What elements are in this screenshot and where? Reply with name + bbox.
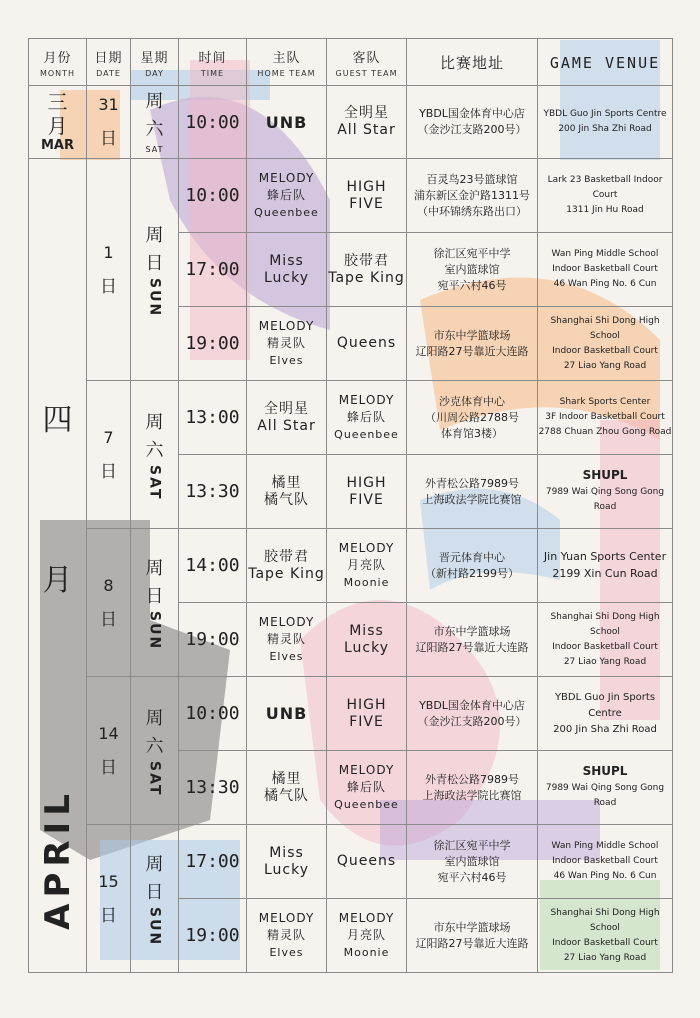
guest-team-line: All Star bbox=[337, 122, 396, 138]
guest-team-cell bbox=[327, 159, 407, 233]
header-address bbox=[407, 39, 538, 86]
address-line: 上海政法学院比赛馆 bbox=[422, 492, 522, 506]
day-en: SUN bbox=[146, 906, 163, 947]
header-address-cn: 比赛地址 bbox=[439, 53, 504, 72]
home-team-cell bbox=[247, 677, 327, 751]
guest-team-line: 胶带君 bbox=[344, 252, 389, 269]
table-row bbox=[29, 381, 673, 455]
venue-cell bbox=[538, 233, 673, 307]
day-cn-1: 周 bbox=[145, 557, 164, 579]
guest-team-line: Miss bbox=[349, 622, 384, 639]
time-cell: 17:00 bbox=[179, 825, 247, 899]
home-team-line: MELODY bbox=[258, 171, 315, 185]
guest-team-cell bbox=[327, 86, 407, 159]
guest-team-line: 全明星 bbox=[344, 105, 389, 121]
venue-line: Shanghai Shi Dong High School bbox=[550, 315, 660, 341]
day-en: SAT bbox=[145, 145, 164, 154]
home-team-line: 精灵队 bbox=[266, 632, 306, 646]
venue-line: 27 Liao Yang Road bbox=[563, 360, 647, 371]
home-team-line: MELODY bbox=[258, 615, 315, 629]
address-line: 辽阳路27号靠近大连路 bbox=[415, 936, 529, 950]
header-guest-en: GUEST TEAM bbox=[335, 68, 398, 78]
guest-team-line: HIGH bbox=[346, 696, 387, 713]
time-cell: 10:00 bbox=[179, 159, 247, 233]
date-suffix: 日 bbox=[100, 129, 117, 149]
home-team-line: 橘里 bbox=[271, 770, 302, 787]
home-team-cell bbox=[247, 86, 327, 159]
address-cell bbox=[407, 233, 538, 307]
home-team-cell bbox=[247, 529, 327, 603]
header-date-en: DATE bbox=[96, 68, 121, 78]
header-month-en: MONTH bbox=[39, 68, 76, 78]
schedule-table bbox=[28, 38, 673, 973]
venue-line: Shark Sports Center bbox=[559, 397, 651, 407]
guest-team-cell bbox=[327, 529, 407, 603]
address-line: 浦东新区金沪路1311号 bbox=[414, 188, 530, 202]
home-team-line: 蜂后队 bbox=[266, 188, 306, 202]
guest-team-line: 月亮队 bbox=[346, 928, 386, 942]
header-time bbox=[179, 39, 247, 86]
home-team-line: Elves bbox=[269, 354, 304, 367]
address-line: 市东中学篮球场 bbox=[433, 624, 511, 638]
address-line: （新村路2199号） bbox=[425, 566, 519, 580]
address-line: 体育馆3楼） bbox=[441, 426, 503, 440]
venue-cell bbox=[538, 825, 673, 899]
time-cell: 19:00 bbox=[179, 899, 247, 973]
address-cell bbox=[407, 677, 538, 751]
day-en: SAT bbox=[146, 760, 163, 797]
address-line: （金沙江支路200号） bbox=[417, 123, 527, 136]
date-cell bbox=[87, 381, 131, 529]
home-team-cell bbox=[247, 381, 327, 455]
address-line: 市东中学篮球场 bbox=[433, 920, 511, 934]
home-team-line: Queenbee bbox=[254, 206, 319, 219]
date-cell bbox=[87, 86, 131, 159]
table-row bbox=[29, 529, 673, 603]
venue-cell bbox=[538, 307, 673, 381]
venue-line: 200 Jin Sha Zhi Road bbox=[553, 723, 657, 735]
address-line: 辽阳路27号靠近大连路 bbox=[415, 344, 529, 358]
date-suffix: 日 bbox=[100, 757, 117, 778]
address-line: 室内篮球馆 bbox=[444, 854, 500, 868]
home-team-cell bbox=[247, 307, 327, 381]
header-time-cn: 时间 bbox=[198, 50, 227, 66]
home-team-cell bbox=[247, 159, 327, 233]
guest-team-cell bbox=[327, 381, 407, 455]
guest-team-line: FIVE bbox=[349, 195, 384, 212]
venue-line: Indoor Basketball Court bbox=[552, 937, 658, 948]
address-line: 市东中学篮球场 bbox=[433, 328, 511, 342]
venue-cell bbox=[538, 529, 673, 603]
address-line: （中环锦绣东路出口） bbox=[417, 204, 527, 218]
day-cn-1: 周 bbox=[145, 224, 164, 246]
guest-team-line: 月亮队 bbox=[346, 558, 386, 572]
date-number: 7 bbox=[103, 427, 114, 447]
venue-line: 27 Liao Yang Road bbox=[563, 656, 647, 667]
address-line: 徐汇区宛平中学 bbox=[433, 246, 511, 260]
time-cell: 19:00 bbox=[179, 307, 247, 381]
date-cell bbox=[87, 825, 131, 973]
address-line: 宛平六村46号 bbox=[437, 278, 507, 292]
table-row bbox=[29, 825, 673, 899]
home-team-line: UNB bbox=[265, 704, 308, 723]
venue-cell bbox=[538, 899, 673, 973]
guest-team-line: Tape King bbox=[328, 269, 405, 286]
venue-line: SHUPL bbox=[582, 468, 628, 482]
address-line: 上海政法学院比赛馆 bbox=[422, 788, 522, 802]
guest-team-line: MELODY bbox=[338, 393, 395, 407]
guest-team-line: MELODY bbox=[338, 911, 395, 925]
address-line: 晋元体育中心 bbox=[439, 550, 505, 564]
address-cell bbox=[407, 455, 538, 529]
day-cn-1: 周 bbox=[145, 707, 164, 729]
home-team-cell bbox=[247, 825, 327, 899]
header-row bbox=[29, 39, 673, 86]
time-cell: 19:00 bbox=[179, 603, 247, 677]
guest-team-line: Queenbee bbox=[334, 798, 399, 811]
month-april-cn-1: 四 bbox=[42, 403, 73, 438]
guest-team-line: MELODY bbox=[338, 541, 395, 555]
address-line: 徐汇区宛平中学 bbox=[433, 838, 511, 852]
day-cell bbox=[131, 381, 179, 529]
guest-team-line: HIGH bbox=[346, 474, 387, 491]
home-team-line: Elves bbox=[269, 946, 304, 959]
address-cell bbox=[407, 86, 538, 159]
venue-line: 3F Indoor Basketball Court bbox=[545, 412, 665, 422]
day-cn-2: 日 bbox=[145, 252, 164, 274]
guest-team-cell bbox=[327, 455, 407, 529]
home-team-line: Lucky bbox=[263, 861, 310, 878]
venue-line: Shanghai Shi Dong High School bbox=[550, 611, 660, 637]
header-guest-cn: 客队 bbox=[352, 50, 381, 66]
month-march-en: MAR bbox=[40, 138, 74, 153]
home-team-cell bbox=[247, 455, 327, 529]
day-cn-2: 六 bbox=[145, 439, 164, 461]
guest-team-line: HIGH bbox=[346, 178, 387, 195]
header-day-cn: 星期 bbox=[140, 50, 169, 66]
address-line: 沙克体育中心 bbox=[439, 394, 505, 408]
address-cell bbox=[407, 381, 538, 455]
address-cell bbox=[407, 899, 538, 973]
date-cell bbox=[87, 677, 131, 825]
venue-line: Lark 23 Basketball Indoor Court bbox=[547, 175, 663, 200]
venue-line: 200 Jin Sha Zhi Road bbox=[558, 124, 652, 134]
address-line: （金沙江支路200号） bbox=[417, 714, 527, 728]
address-line: YBDL国金体育中心店 bbox=[419, 698, 525, 712]
header-time-en: TIME bbox=[200, 68, 225, 78]
home-team-line: 精灵队 bbox=[266, 336, 306, 350]
venue-line: 27 Liao Yang Road bbox=[563, 952, 647, 963]
venue-cell bbox=[538, 86, 673, 159]
table-row bbox=[29, 677, 673, 751]
guest-team-cell bbox=[327, 233, 407, 307]
month-march-cell bbox=[29, 86, 87, 159]
month-april-cn-2: 月 bbox=[42, 563, 73, 598]
venue-line: 2788 Chuan Zhou Gong Road bbox=[538, 427, 672, 437]
guest-team-cell bbox=[327, 677, 407, 751]
guest-team-line: 蜂后队 bbox=[346, 780, 386, 794]
header-home-cn: 主队 bbox=[272, 50, 301, 66]
home-team-line: MELODY bbox=[258, 911, 315, 925]
date-suffix: 日 bbox=[100, 609, 117, 630]
guest-team-line: 蜂后队 bbox=[346, 410, 386, 424]
address-cell bbox=[407, 825, 538, 899]
header-venue bbox=[538, 39, 673, 86]
address-cell bbox=[407, 603, 538, 677]
time-cell: 13:30 bbox=[179, 751, 247, 825]
guest-team-cell bbox=[327, 825, 407, 899]
guest-team-line: Queenbee bbox=[334, 428, 399, 441]
date-suffix: 日 bbox=[100, 276, 117, 297]
home-team-cell bbox=[247, 603, 327, 677]
guest-team-line: FIVE bbox=[349, 491, 384, 508]
venue-line: YBDL Guo Jin Sports Centre bbox=[554, 691, 656, 719]
month-march-cn: 三 月 bbox=[47, 90, 68, 138]
address-line: 辽阳路27号靠近大连路 bbox=[415, 640, 529, 654]
venue-cell bbox=[538, 751, 673, 825]
day-cell bbox=[131, 86, 179, 159]
guest-team-cell bbox=[327, 899, 407, 973]
venue-line: Wan Ping Middle School bbox=[551, 841, 659, 851]
day-cn-2: 六 bbox=[145, 735, 164, 757]
address-line: （川周公路2788号 bbox=[425, 410, 519, 424]
address-line: YBDL国金体育中心店 bbox=[419, 107, 525, 120]
date-number: 1 bbox=[103, 242, 114, 262]
header-date bbox=[87, 39, 131, 86]
venue-line: 2199 Xin Cun Road bbox=[552, 566, 658, 580]
table-row bbox=[29, 159, 673, 233]
venue-line: 1311 Jin Hu Road bbox=[566, 205, 644, 215]
home-team-line: 橘气队 bbox=[264, 491, 309, 508]
venue-line: Indoor Basketball Court bbox=[552, 641, 658, 652]
venue-cell bbox=[538, 455, 673, 529]
guest-team-line: Queens bbox=[336, 853, 397, 869]
venue-line: 7989 Wai Qing Song Gong Road bbox=[545, 783, 665, 808]
guest-team-line: Lucky bbox=[343, 639, 390, 656]
address-line: 室内篮球馆 bbox=[444, 262, 500, 276]
header-home bbox=[247, 39, 327, 86]
home-team-line: 全明星 bbox=[264, 400, 309, 417]
table-row bbox=[29, 86, 673, 159]
home-team-line: 胶带君 bbox=[264, 548, 309, 565]
day-en: SUN bbox=[146, 277, 163, 318]
header-month bbox=[29, 39, 87, 86]
header-home-en: HOME TEAM bbox=[257, 68, 316, 78]
guest-team-cell bbox=[327, 307, 407, 381]
month-april-en: APRIL bbox=[37, 788, 78, 930]
guest-team-line: MELODY bbox=[338, 763, 395, 777]
month-april-cell bbox=[29, 159, 87, 973]
date-number: 8 bbox=[103, 575, 114, 595]
guest-team-cell bbox=[327, 751, 407, 825]
time-cell: 17:00 bbox=[179, 233, 247, 307]
venue-line: 46 Wan Ping No. 6 Cun bbox=[553, 279, 657, 289]
day-cell bbox=[131, 159, 179, 381]
time-cell: 14:00 bbox=[179, 529, 247, 603]
date-number: 14 bbox=[98, 723, 119, 743]
home-team-cell bbox=[247, 233, 327, 307]
guest-team-line: Moonie bbox=[343, 946, 390, 959]
day-cell bbox=[131, 825, 179, 973]
guest-team-cell bbox=[327, 603, 407, 677]
day-cell bbox=[131, 529, 179, 677]
venue-cell bbox=[538, 159, 673, 233]
venue-line: YBDL Guo Jin Sports Centre bbox=[543, 109, 667, 119]
address-cell bbox=[407, 751, 538, 825]
venue-line: SHUPL bbox=[582, 764, 628, 778]
venue-line: Jin Yuan Sports Center bbox=[543, 549, 667, 563]
time-cell: 13:30 bbox=[179, 455, 247, 529]
day-cn-1: 周 bbox=[145, 853, 164, 875]
day-cn-2: 六 bbox=[145, 119, 164, 140]
address-line: 宛平六村46号 bbox=[437, 870, 507, 884]
header-guest bbox=[327, 39, 407, 86]
venue-line: Shanghai Shi Dong High School bbox=[550, 907, 660, 933]
home-team-line: 精灵队 bbox=[266, 928, 306, 942]
time-cell: 10:00 bbox=[179, 86, 247, 159]
home-team-line: Miss bbox=[269, 844, 304, 861]
venue-cell bbox=[538, 381, 673, 455]
home-team-line: Elves bbox=[269, 650, 304, 663]
home-team-line: Lucky bbox=[263, 269, 310, 286]
address-line: 外青松公路7989号 bbox=[425, 772, 519, 786]
home-team-line: 橘里 bbox=[271, 474, 302, 491]
day-en: SAT bbox=[146, 464, 163, 501]
day-cn-2: 日 bbox=[145, 585, 164, 607]
guest-team-line: Moonie bbox=[343, 576, 390, 589]
header-day bbox=[131, 39, 179, 86]
day-cell bbox=[131, 677, 179, 825]
day-en: SUN bbox=[146, 610, 163, 651]
address-line: 百灵鸟23号篮球馆 bbox=[426, 172, 518, 186]
venue-line: 7989 Wai Qing Song Gong Road bbox=[545, 487, 665, 512]
home-team-line: MELODY bbox=[258, 319, 315, 333]
home-team-line: Tape King bbox=[248, 565, 325, 582]
header-venue-en: GAME VENUE bbox=[549, 53, 661, 72]
guest-team-line: FIVE bbox=[349, 713, 384, 730]
header-date-cn: 日期 bbox=[94, 50, 123, 66]
date-cell bbox=[87, 529, 131, 677]
venue-cell bbox=[538, 677, 673, 751]
header-day-en: DAY bbox=[145, 68, 164, 78]
home-team-line: All Star bbox=[257, 417, 316, 434]
guest-team-line: Queens bbox=[336, 335, 397, 351]
date-suffix: 日 bbox=[100, 905, 117, 926]
venue-line: Indoor Basketball Court bbox=[552, 856, 658, 866]
home-team-line: UNB bbox=[265, 112, 308, 132]
address-cell bbox=[407, 307, 538, 381]
time-cell: 13:00 bbox=[179, 381, 247, 455]
day-cn-1: 周 bbox=[145, 411, 164, 433]
address-cell bbox=[407, 159, 538, 233]
address-line: 外青松公路7989号 bbox=[425, 476, 519, 490]
time-cell: 10:00 bbox=[179, 677, 247, 751]
day-cn-1: 周 bbox=[145, 91, 164, 112]
venue-cell bbox=[538, 603, 673, 677]
venue-line: 46 Wan Ping No. 6 Cun bbox=[553, 871, 657, 881]
home-team-line: 橘气队 bbox=[264, 787, 309, 804]
venue-line: Wan Ping Middle School bbox=[551, 249, 659, 259]
venue-line: Indoor Basketball Court bbox=[552, 264, 658, 274]
date-suffix: 日 bbox=[100, 461, 117, 482]
date-number: 15 bbox=[98, 871, 119, 891]
home-team-cell bbox=[247, 899, 327, 973]
venue-line: Indoor Basketball Court bbox=[552, 345, 658, 356]
date-cell bbox=[87, 159, 131, 381]
header-month-cn: 月份 bbox=[43, 50, 72, 66]
home-team-line: Miss bbox=[269, 252, 304, 269]
day-cn-2: 日 bbox=[145, 881, 164, 903]
home-team-cell bbox=[247, 751, 327, 825]
date-number: 31 bbox=[98, 95, 119, 114]
address-cell bbox=[407, 529, 538, 603]
